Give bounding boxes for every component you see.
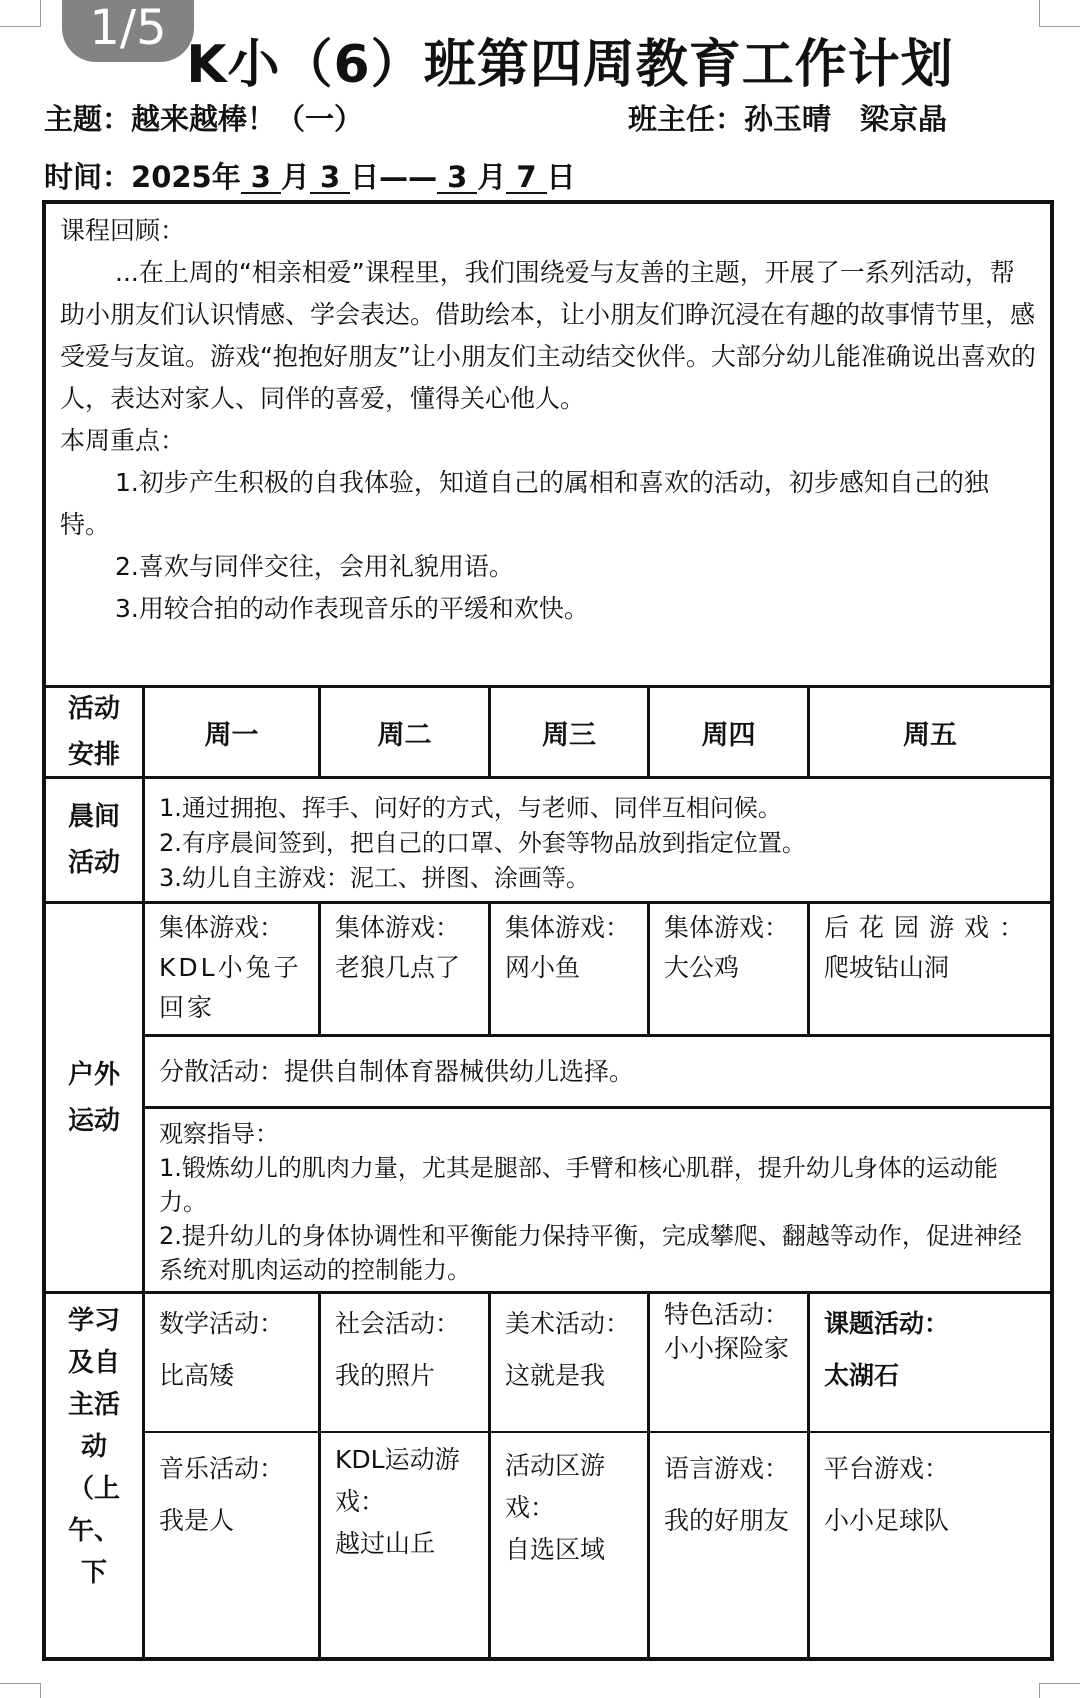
activity-name: 比高矮 [159, 1361, 235, 1390]
guidance-item: 1.锻炼幼儿的肌肉力量，尤其是腿部、手臂和核心肌群，提升幼儿身体的运动能力。 [159, 1154, 998, 1216]
focus-item: 3.用较合拍的动作表现音乐的平缓和欢快。 [115, 594, 589, 623]
teacher-line [628, 97, 947, 138]
game-type: 集体游戏： [664, 913, 790, 942]
activity-type: 平台游戏： [824, 1454, 950, 1483]
month-char-1: 月 [280, 160, 310, 194]
focus-heading: 本周重点： [60, 426, 186, 455]
theme-label: 主题： [44, 102, 132, 136]
outdoor-game-tue [321, 904, 491, 1037]
learning-row1-fri [810, 1294, 1050, 1433]
guidance-heading: 观察指导： [159, 1120, 279, 1148]
activity-type: 特色活动： [664, 1300, 790, 1329]
review-heading: 课程回顾： [60, 216, 186, 245]
corner-mark-bottom-right [1039, 1683, 1080, 1698]
day-header-tue: 周二 [321, 688, 491, 779]
day-char-1: 日—— [350, 160, 438, 194]
outdoor-label: 户外运动 [46, 904, 145, 1294]
month-char-2: 月 [477, 160, 507, 194]
theme-line [44, 97, 363, 138]
game-type: 集体游戏： [159, 913, 285, 942]
activity-name: 这就是我 [505, 1361, 606, 1390]
outdoor-guidance [145, 1109, 1050, 1294]
activity-type: 语言游戏： [664, 1454, 790, 1483]
game-name: 爬坡钻山洞 [824, 953, 950, 982]
year: 2025年 [131, 160, 241, 194]
day-header-thu: 周四 [650, 688, 810, 779]
morning-label: 晨间活动 [46, 779, 145, 904]
learning-row1-tue [321, 1294, 491, 1433]
day-char-2: 日 [546, 160, 576, 194]
review-body: ...在上周的“相亲相爱”课程里，我们围绕爱与友善的主题，开展了一系列活动，帮助小朋友们认识情感、学会表达。借助绘本，让小朋友们睁沉浸在有趣的故事情节里，感受爱与友谊。游戏“抱抱好朋友”让小朋友们主动结交伙伴。大部分幼儿能准确说出喜欢的人，表达对家人、同伴的喜爱，懂得关心他人。 [60, 258, 1036, 413]
learning-row1-thu [650, 1294, 810, 1433]
page-indicator[interactable]: 1/5 [62, 0, 194, 62]
outdoor-game-fri [810, 904, 1050, 1037]
day-header-mon: 周一 [145, 688, 321, 779]
day-header-wed: 周三 [491, 688, 650, 779]
outdoor-game-wed [491, 904, 650, 1037]
corner-label: 活动安排 [46, 688, 145, 779]
learning-row2-thu [650, 1433, 810, 1657]
learning-row1-mon [145, 1294, 321, 1433]
activity-name: 我的好朋友 [664, 1506, 790, 1535]
activity-name: 太湖石 [824, 1361, 900, 1390]
activity-type: KDL运动游戏： [335, 1445, 460, 1516]
learning-row1-wed [491, 1294, 650, 1433]
page-title: K小（6）班第四周教育工作计划 [186, 35, 954, 95]
end-day: 7 [506, 162, 546, 194]
game-name: 老狼几点了 [335, 953, 461, 982]
plan-table [42, 200, 1054, 1661]
time-line [44, 155, 576, 196]
activity-type: 数学活动： [159, 1309, 285, 1338]
activity-type: 活动区游戏： [505, 1451, 606, 1522]
outdoor-game-mon [145, 904, 321, 1037]
guidance-item: 2.提升幼儿的身体协调性和平衡能力保持平衡，完成攀爬、翻越等动作，促进神经系统对肌肉运动的控制能力。 [159, 1222, 1022, 1284]
game-type: 后花园游戏： [824, 913, 1035, 942]
game-name: KDL小兔子回家 [159, 953, 302, 1022]
activity-name: 小小探险家 [664, 1334, 790, 1363]
learning-label: 学习及自主活动（上午、下 [46, 1294, 145, 1657]
outdoor-scattered: 分散活动：提供自制体育器械供幼儿选择。 [145, 1037, 1050, 1109]
activity-name: 我的照片 [335, 1361, 436, 1390]
review-section [46, 204, 1050, 688]
end-month: 3 [437, 162, 477, 194]
activity-name: 小小足球队 [824, 1506, 950, 1535]
game-type: 集体游戏： [335, 913, 461, 942]
start-day: 3 [310, 162, 350, 194]
game-name: 网小鱼 [505, 953, 581, 982]
morning-item: 1.通过拥抱、挥手、问好的方式，与老师、同伴互相问候。 [159, 794, 782, 822]
morning-content [145, 779, 1050, 904]
activity-name: 自选区域 [505, 1535, 606, 1564]
learning-row2-tue [321, 1433, 491, 1657]
activity-type: 课题活动： [824, 1309, 950, 1338]
day-header-fri: 周五 [810, 688, 1050, 779]
activity-type: 音乐活动： [159, 1454, 285, 1483]
activity-name: 越过山丘 [335, 1529, 436, 1558]
morning-item: 2.有序晨间签到，把自己的口罩、外套等物品放到指定位置。 [159, 829, 806, 857]
focus-item: 1.初步产生积极的自我体验，知道自己的属相和喜欢的活动，初步感知自己的独特。 [60, 468, 989, 539]
activity-name: 我是人 [159, 1506, 235, 1535]
corner-mark-bottom-left [0, 1683, 41, 1698]
game-name: 大公鸡 [664, 953, 740, 982]
teacher-label: 班主任： [628, 102, 745, 136]
time-label: 时间： [44, 160, 132, 194]
start-month: 3 [241, 162, 281, 194]
game-type: 集体游戏： [505, 913, 631, 942]
learning-row2-fri [810, 1433, 1050, 1657]
learning-row2-wed [491, 1433, 650, 1657]
outdoor-game-thu [650, 904, 810, 1037]
theme-value: 越来越棒！（一） [131, 102, 364, 136]
activity-type: 社会活动： [335, 1309, 461, 1338]
teacher-value: 孙玉晴 梁京晶 [744, 102, 948, 136]
learning-row2-mon [145, 1433, 321, 1657]
activity-type: 美术活动： [505, 1309, 631, 1338]
morning-item: 3.幼儿自主游戏：泥工、拼图、涂画等。 [159, 864, 590, 892]
focus-item: 2.喜欢与同伴交往，会用礼貌用语。 [115, 552, 514, 581]
